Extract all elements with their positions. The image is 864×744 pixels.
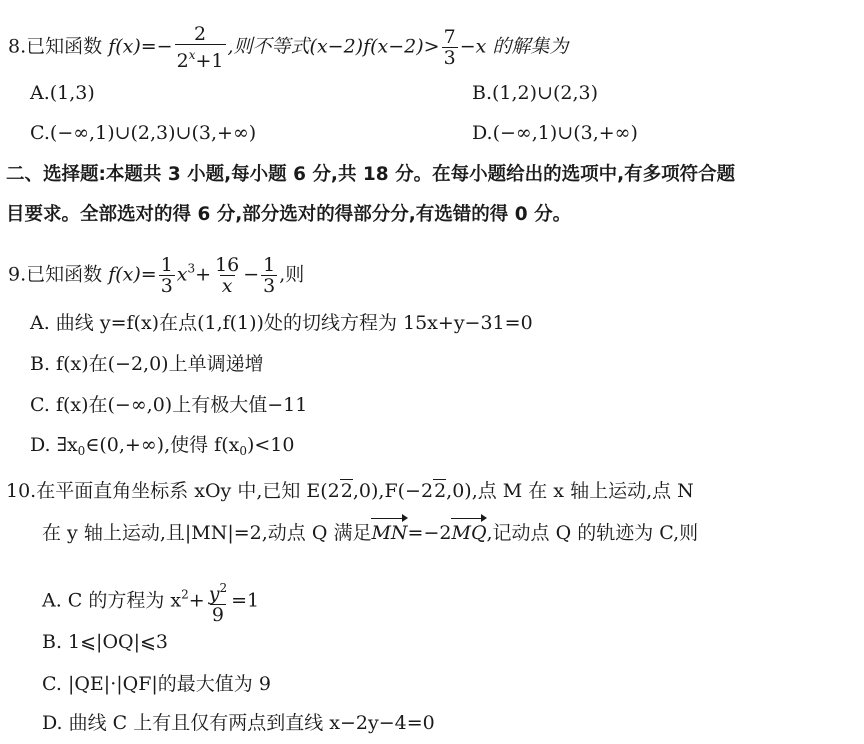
q8-frac-num: 2 [194,23,207,45]
q10-option-d: D. 曲线 C 上有且仅有两点到直线 x−2y−4=0 [42,712,435,734]
q10-option-b: B. 1⩽|OQ|⩽3 [42,631,169,653]
scan-smudge [487,710,529,732]
q8-option-c: C.(−∞,1)∪(2,3)∪(3,+∞) [30,122,257,144]
q8-func: f(x)=− [108,35,173,58]
q10-sqrt-1: 2 [340,480,353,502]
q8-option-d: D.(−∞,1)∪(3,+∞) [472,122,638,144]
q9-f2-num: 16 [215,254,240,276]
q8-frac2-num: 7 [443,26,456,48]
q8-option-b: B.(1,2)∪(2,3) [472,82,599,104]
q9-stem [8,255,304,296]
q8-tail: −x 的解集为 [459,35,569,58]
q9-d-sub: 0 [77,444,86,458]
section2-heading-line1: 二、选择题:本题共 3 小题,每小题 6 分,共 18 分。在每小题给出的选项中,有多项符合题 [6,164,736,185]
q8-lead: 8.已知函数 [8,35,103,58]
q10-sqrt-2: 2 [434,480,447,502]
q10-a-post: =1 [231,589,260,612]
q9-minus: − [243,263,260,286]
q9-option-a: A. 曲线 y=f(x)在点(1,f(1))处的切线方程为 15x+y−31=0 [30,312,533,334]
q9-x3-exp: 3 [187,261,196,276]
q10-a-num [207,578,229,604]
q10-a-den: 9 [211,604,224,626]
q9-f2-den: x [221,275,233,297]
q9-d-pre: D. ∃x [30,434,78,456]
q10-l1-c: ,0),点 M 在 x 轴上运动,点 N [446,480,694,502]
q9-option-d [30,433,294,463]
q8-den-rest: +1 [195,50,224,72]
q9-frac-1 [159,255,175,296]
q10-vector-mn: MN [371,522,408,544]
q10-stem-line1 [6,479,694,503]
q9-option-b: B. f(x)在(−2,0)上单调递增 [30,353,264,375]
q10-a-pre: A. C 的方程为 x [42,589,182,612]
q10-stem-line2 [42,521,698,545]
q10-option-c: C. |QE|·|QF|的最大值为 9 [42,673,271,695]
q9-lead: 9.已知函数 [8,263,103,286]
q10-l1-a: 10.在平面直角坐标系 xOy 中,已知 E(2 [6,480,340,502]
q10-a-fraction [207,578,229,625]
q8-den-base: 2 [176,50,189,72]
q9-frac-3 [261,255,277,296]
q10-a-num-base: y [208,583,220,605]
q10-a-exp: 2 [181,587,189,602]
q8-stem [8,24,568,71]
q9-option-c: C. f(x)在(−∞,0)上有极大值−11 [30,394,308,416]
q10-option-a [42,578,259,625]
q9-x3-base: x [176,263,188,286]
q8-den-exp: x [188,48,196,62]
q10-vector-mq: MQ [451,522,487,544]
q10-l1-b: ,0),F(−2 [352,480,434,502]
q9-f1-num: 1 [160,254,173,276]
q10-a-plus: + [188,589,205,612]
q10-l2-a: 在 y 轴上运动,且|MN|=2,动点 Q 满足 [42,522,372,544]
q9-plus: + [195,263,212,286]
q8-option-a: A.(1,3) [30,82,95,104]
q8-frac-den [175,44,226,71]
q9-f3-den: 3 [263,275,276,297]
q8-fraction [175,24,226,71]
q9-f1-den: 3 [160,275,173,297]
q9-d-post: )<10 [246,434,295,456]
q8-frac2-den: 3 [443,47,456,69]
q10-a-num-exp: 2 [219,581,228,595]
q9-d-sub2: 0 [239,444,247,458]
section2-heading-line2: 目要求。全部选对的得 6 分,部分选对的得部分分,有选错的得 0 分。 [6,204,572,225]
q8-mid: ,则不等式(x−2)f(x−2)> [227,35,440,58]
q9-tail: ,则 [279,263,305,286]
q10-l2-b: =−2 [407,522,452,544]
q9-func: f(x)= [108,263,157,286]
q9-frac-2 [213,255,241,296]
q9-d-mid: ∈(0,+∞),使得 f(x [85,434,240,456]
q9-f3-num: 1 [263,254,276,276]
q10-l2-c: ,记动点 Q 的轨迹为 C,则 [486,522,699,544]
q8-fraction-2 [442,27,458,68]
